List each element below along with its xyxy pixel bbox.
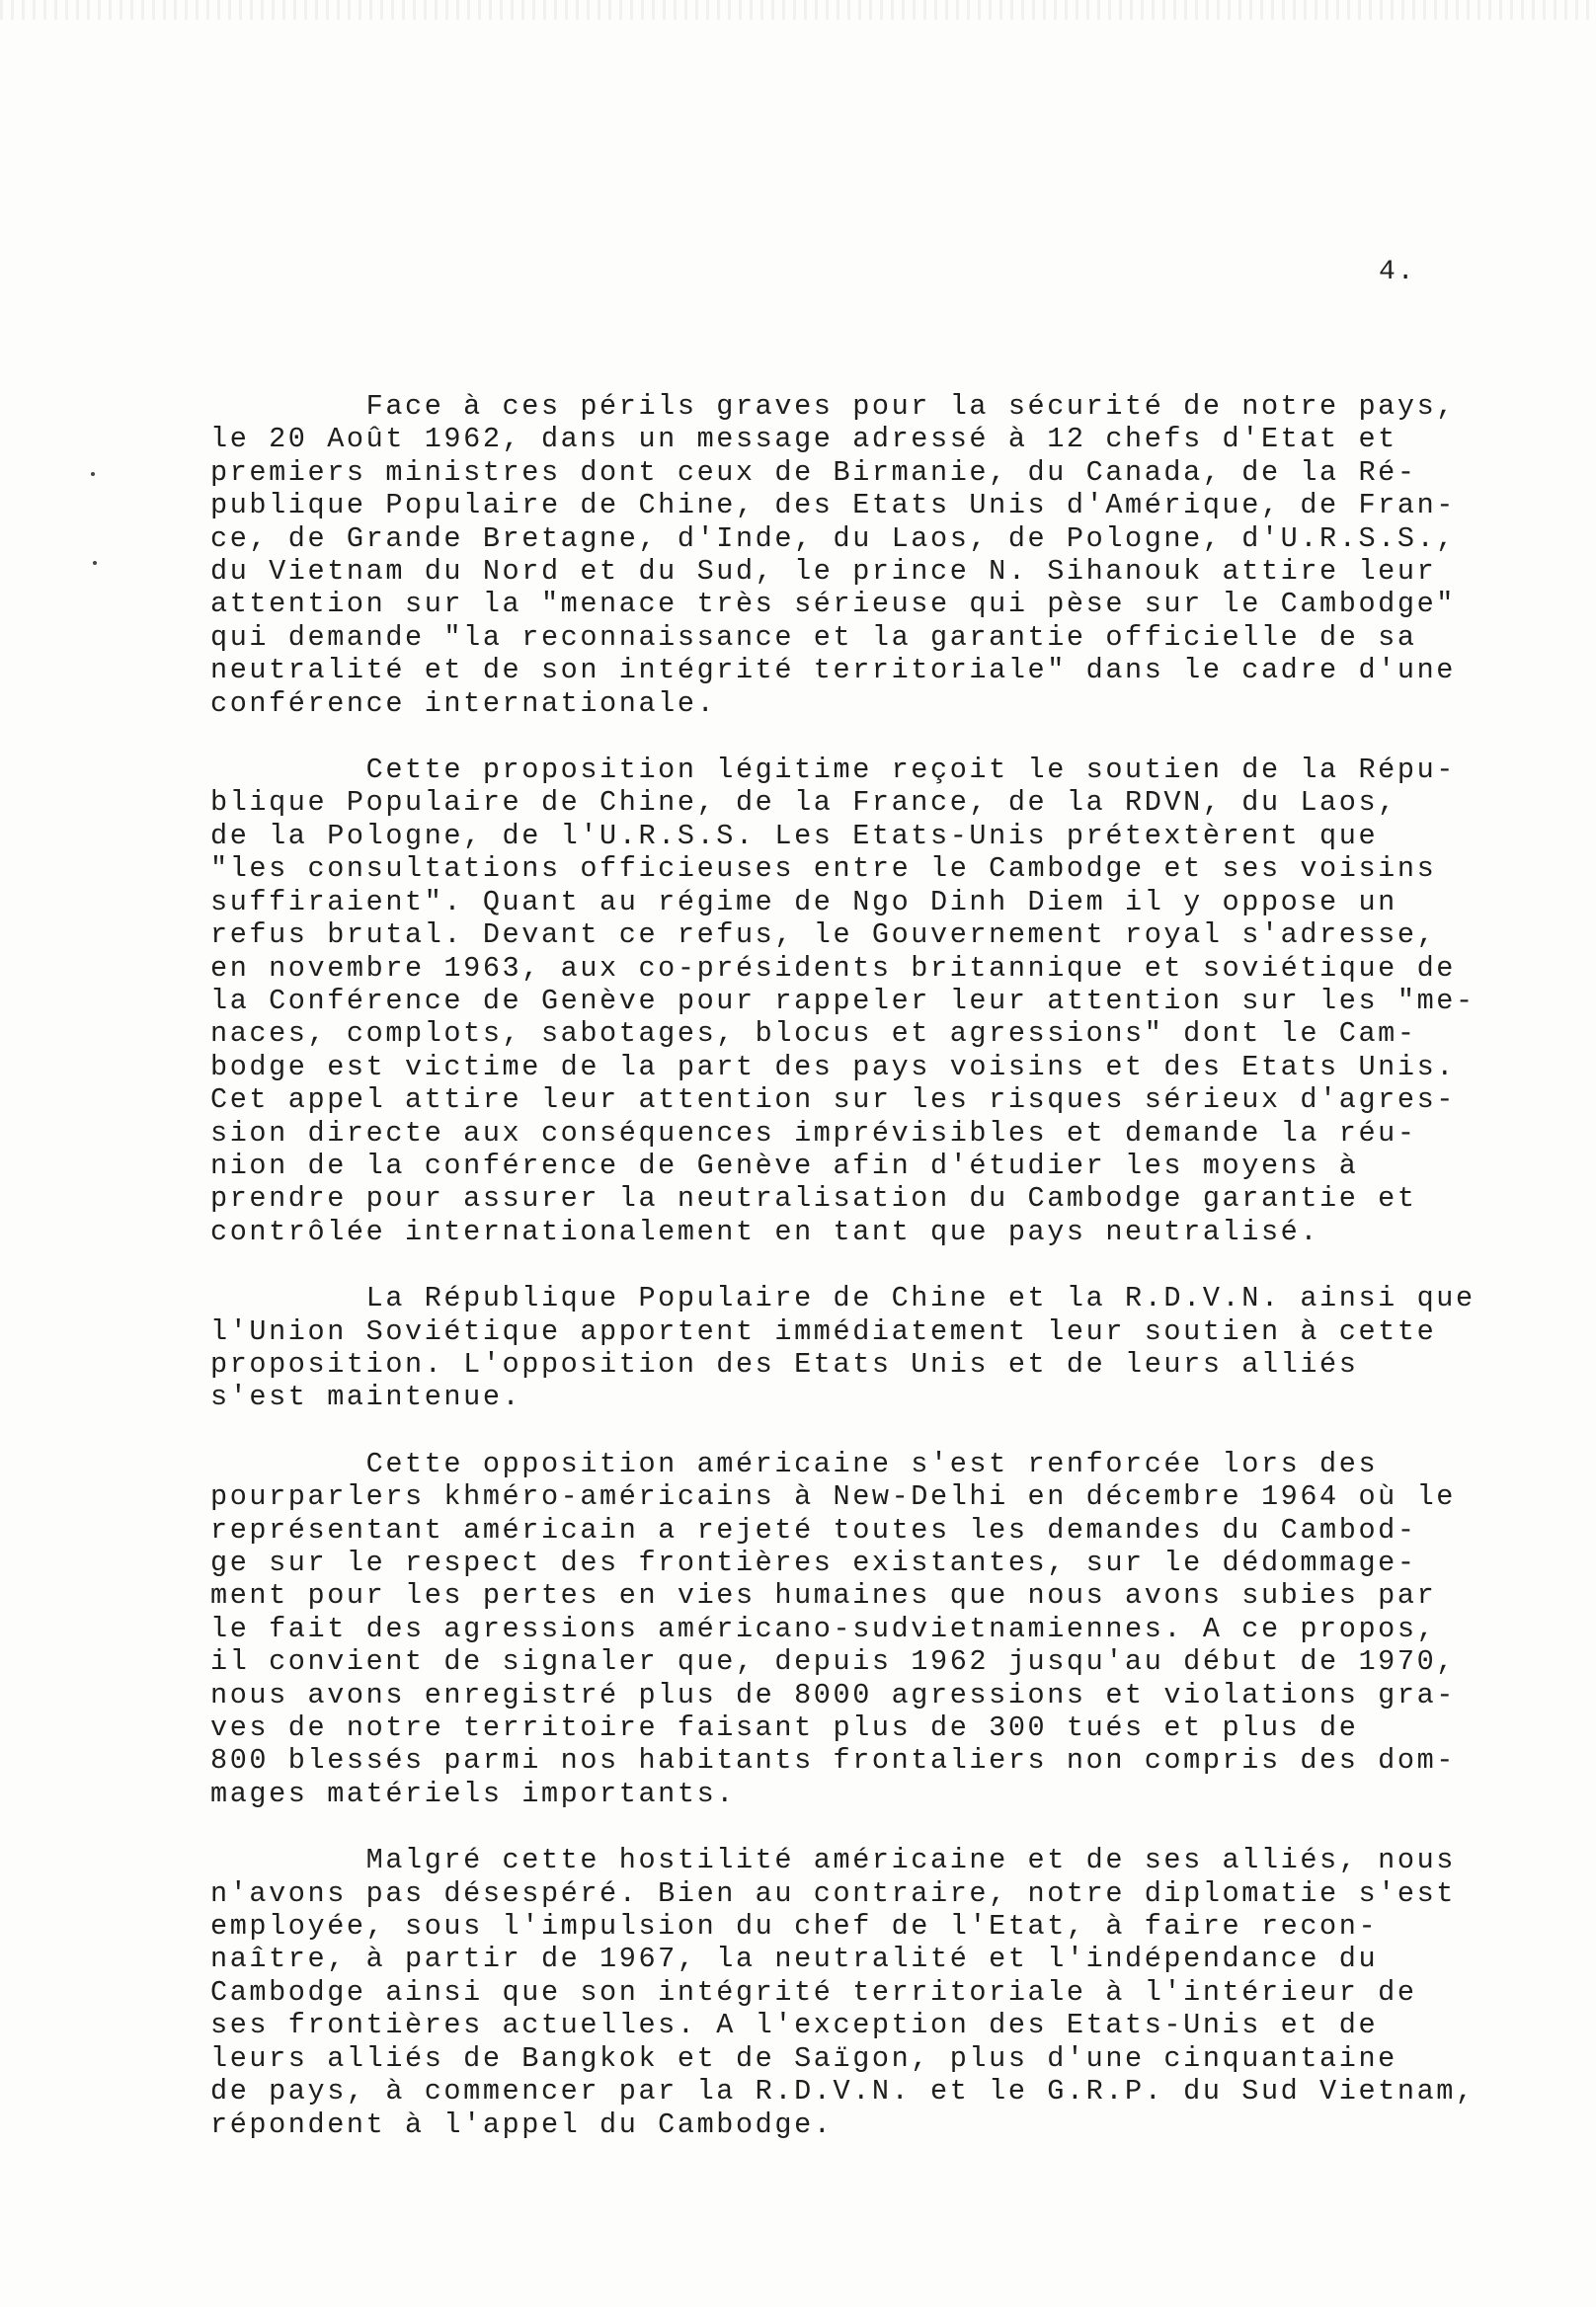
text-line: publique Populaire de Chine, des Etats Unis d'Amérique, de Fran- [210, 489, 1456, 522]
text-line: refus brutal. Devant ce refus, le Gouvernement royal s'adresse, [210, 918, 1437, 952]
text-line: nion de la conférence de Genève afin d'étudier les moyens à [210, 1149, 1359, 1182]
text-line: le fait des agressions américano-sudvietnamiennes. A ce propos, [210, 1612, 1437, 1645]
text-line: conférence internationale. [210, 686, 717, 720]
margin-mark [93, 561, 97, 565]
text-line: pourparlers khméro-américains à New-Delhi en décembre 1964 où le [210, 1480, 1456, 1514]
paragraph-3 [210, 1282, 1514, 1414]
text-line: leurs alliés de Bangkok et de Saïgon, plus d'une cinquantaine [210, 2041, 1397, 2075]
text-line: contrôlée internationalement en tant que pays neutralisé. [210, 1215, 1320, 1248]
text-line: de pays, à commencer par la R.D.V.N. et le G.R.P. du Sud Vietnam, [210, 2075, 1476, 2108]
body-text [210, 390, 1514, 2175]
text-line: employée, sous l'impulsion du chef de l'Etat, à faire recon- [210, 1910, 1379, 1944]
scan-edge-artifact [0, 0, 1596, 20]
text-line: n'avons pas désespéré. Bien au contraire, notre diplomatie s'est [210, 1876, 1456, 1910]
text-line: 800 blessés parmi nos habitants frontaliers non compris des dom- [210, 1744, 1456, 1778]
text-line: blique Populaire de Chine, de la France, de la RDVN, du Laos, [210, 786, 1397, 820]
text-line: nous avons enregistré plus de 8000 agressions et violations gra- [210, 1678, 1456, 1711]
paragraph-5 [210, 1844, 1514, 2141]
text-line: naître, à partir de 1967, la neutralité et l'indépendance du [210, 1943, 1379, 1976]
text-line: bodge est victime de la part des pays voisins et des Etats Unis. [210, 1050, 1456, 1083]
text-line: qui demande "la reconnaissance et la garantie officielle de sa [210, 620, 1417, 654]
text-line: ce, de Grande Bretagne, d'Inde, du Laos, de Pologne, d'U.R.S.S., [210, 521, 1456, 555]
text-line: "les consultations officieuses entre le Cambodge et ses voisins [210, 852, 1437, 886]
text-line: l'Union Soviétique apportent immédiatement leur soutien à cette [210, 1314, 1437, 1348]
paragraph-4 [210, 1448, 1514, 1810]
text-line: Cette opposition américaine s'est renforcée lors des [210, 1447, 1379, 1480]
text-line: suffiraient". Quant au régime de Ngo Dinh Diem il y oppose un [210, 885, 1397, 918]
text-line: s'est maintenue. [210, 1381, 522, 1414]
text-line: ves de notre territoire faisant plus de 300 tués et plus de [210, 1711, 1359, 1745]
text-line: Face à ces périls graves pour la sécurité de notre pays, [210, 390, 1456, 423]
text-line: en novembre 1963, aux co-présidents britannique et soviétique de [210, 951, 1456, 985]
margin-mark [91, 472, 95, 476]
text-line: répondent à l'appel du Cambodge. [210, 2108, 834, 2141]
paragraph-1 [210, 390, 1514, 720]
page-number: 4. [1379, 257, 1416, 287]
text-line: mages matériels importants. [210, 1777, 736, 1810]
text-line: proposition. L'opposition des Etats Unis et de leurs alliés [210, 1347, 1359, 1381]
text-line: prendre pour assurer la neutralisation du Cambodge garantie et [210, 1182, 1417, 1216]
text-line: représentant américain a rejeté toutes les demandes du Cambod- [210, 1513, 1417, 1547]
text-line: Cambodge ainsi que son intégrité territoriale à l'intérieur de [210, 1975, 1417, 2009]
text-line: la Conférence de Genève pour rappeler leur attention sur les "me- [210, 984, 1476, 1017]
text-line: le 20 Août 1962, dans un message adressé à 12 chefs d'Etat et [210, 423, 1397, 456]
text-line: de la Pologne, de l'U.R.S.S. Les Etats-Unis prétextèrent que [210, 819, 1379, 852]
text-line: ses frontières actuelles. A l'exception des Etats-Unis et de [210, 2009, 1379, 2042]
text-line: naces, complots, sabotages, blocus et agressions" dont le Cam- [210, 1017, 1417, 1051]
text-line: attention sur la "menace très sérieuse qui pèse sur le Cambodge" [210, 588, 1456, 621]
text-line: La République Populaire de Chine et la R.D.V.N. ainsi que [210, 1282, 1476, 1315]
text-line: sion directe aux conséquences imprévisibles et demande la réu- [210, 1116, 1417, 1150]
text-line: il convient de signaler que, depuis 1962 jusqu'au début de 1970, [210, 1645, 1456, 1679]
text-line: Malgré cette hostilité américaine et de ses alliés, nous [210, 1844, 1456, 1877]
text-line: neutralité et de son intégrité territoriale" dans le cadre d'une [210, 654, 1456, 687]
text-line: premiers ministres dont ceux de Birmanie, du Canada, de la Ré- [210, 455, 1417, 489]
text-line: du Vietnam du Nord et du Sud, le prince N. Sihanouk attire leur [210, 555, 1437, 589]
text-line: Cette proposition légitime reçoit le soutien de la Répu- [210, 754, 1456, 787]
text-line: Cet appel attire leur attention sur les risques sérieux d'agres- [210, 1083, 1456, 1117]
text-line: ge sur le respect des frontières existantes, sur le dédommage- [210, 1547, 1417, 1579]
paragraph-2 [210, 754, 1514, 1248]
text-line: ment pour les pertes en vies humaines que nous avons subies par [210, 1579, 1437, 1613]
